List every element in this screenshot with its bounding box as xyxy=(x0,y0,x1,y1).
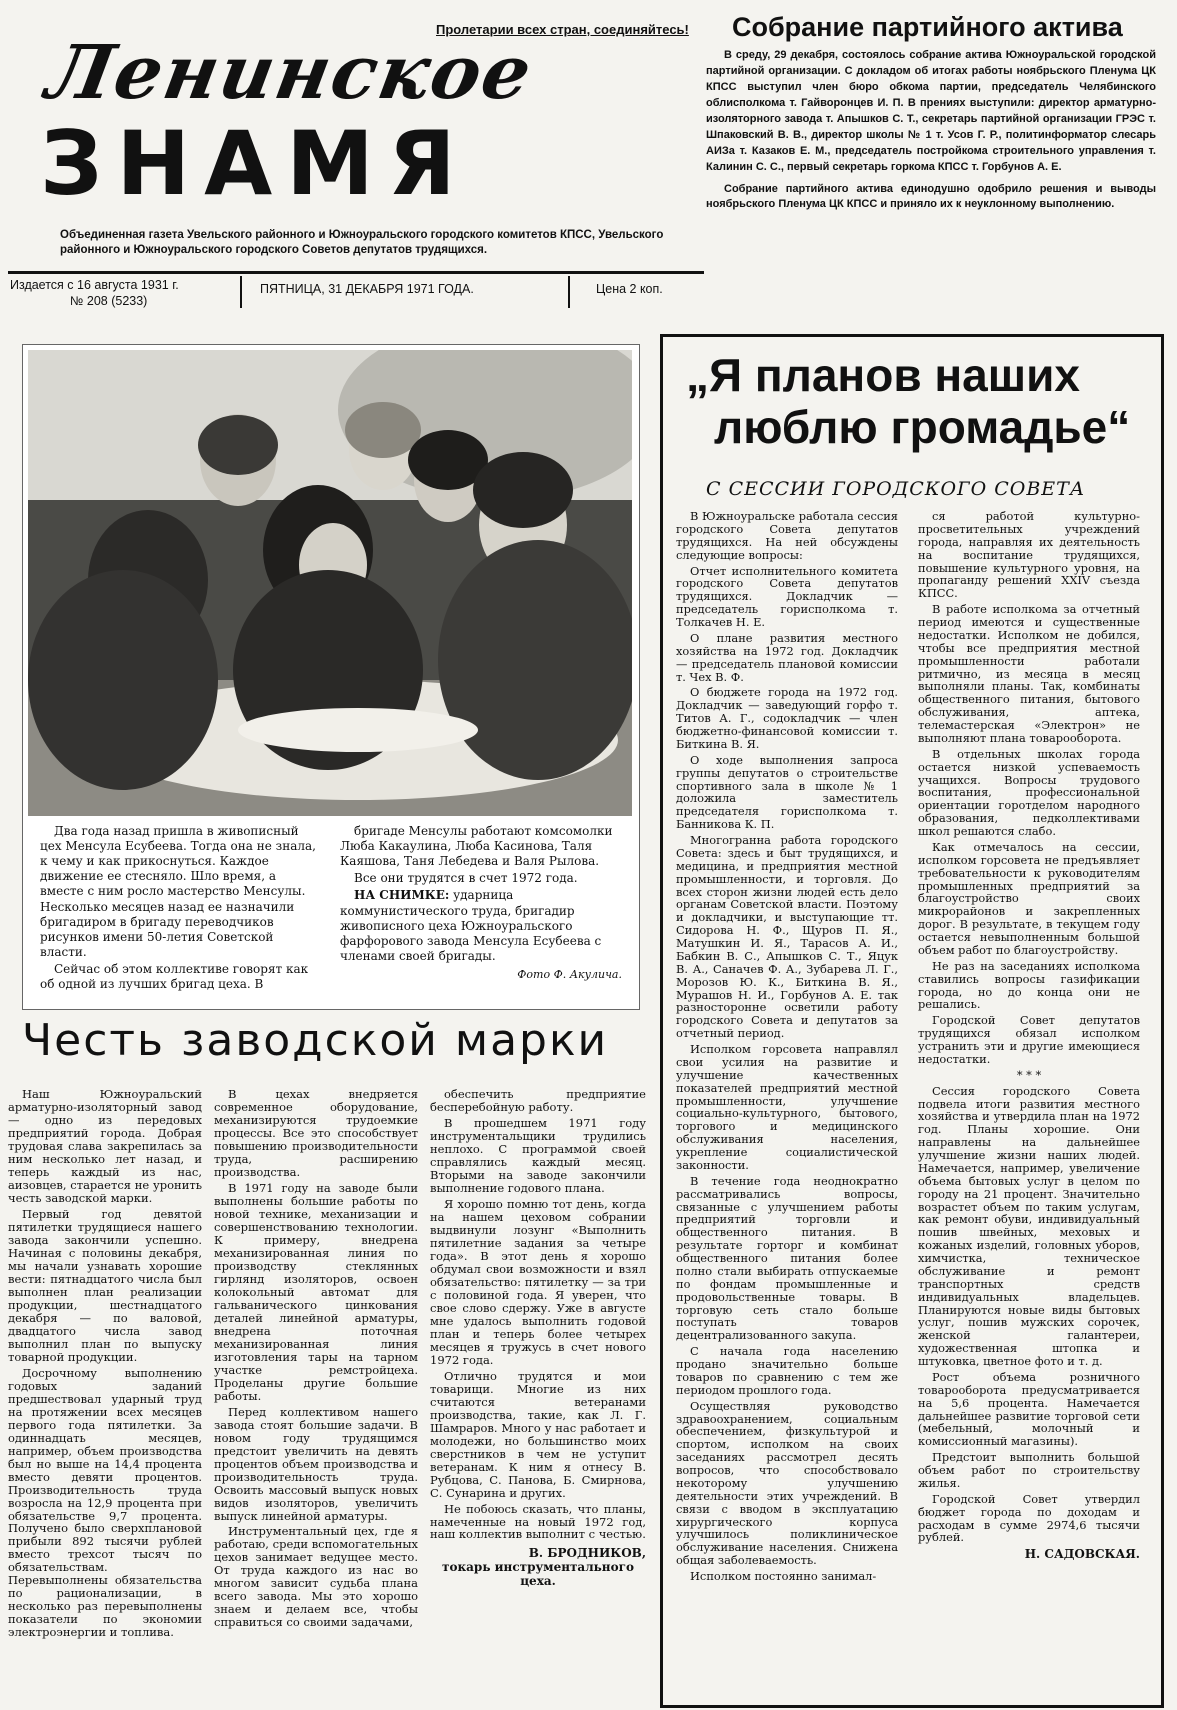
article-paragraph: В 1971 году на заводе были выполнены большие работы по новой технике, механизации и совершенствованию технологии. К примеру, внедрена механизированная линия по производству стеклянных гирлянд изоляторов, освоен колокольный автомат для гальванического цинкования деталей линейной арматуры, внедрена поточная механизированная линия изготовления тары на тарном участке ремстройцеха. Проделаны другие большие работы. xyxy=(214,1180,418,1403)
brigade-photo xyxy=(28,350,632,816)
article-paragraph: Перед коллективом нашего завода стоят большие задачи. В новом году трудящимся предстоит увеличить на девять процентов объем производства и производительность труда. Освоить массовый выпуск новых видов изоляторов, увеличить выпуск линейной арматуры. xyxy=(214,1404,418,1523)
session-headline xyxy=(686,350,1130,453)
meeting-title: Собрание партийного актива xyxy=(732,12,1123,42)
article-headline: Честь заводской марки xyxy=(22,1015,609,1066)
divider xyxy=(240,276,242,308)
article-paragraph: Я хорошо помню тот день, когда на нашем цеховом собрании выдвинули лозунг «Выполнить пятилетние задания за четыре года». В этот день я хорошо обдумал свои возможности и взял обязательство: пятилетку — за три с половиной года. Я уверен, что свое слово сдержу. Уже в августе мне удалось выполнить годовой план и теперь более четырех месяцев я тружусь в счет нового 1972 года. xyxy=(430,1196,646,1367)
session-paragraph: Исполком горсовета направлял свои усилия на развитие и улучшение качественных показателей предприятий местной промышленности, улучшение социально-культурного, бытового, торгового и медицинского обслуживания населения, укрепление социалистической законности. xyxy=(676,1042,898,1172)
article-column-2 xyxy=(214,1088,418,1632)
issue-info-bar xyxy=(8,271,704,318)
founded-block xyxy=(10,278,179,309)
session-paragraph: Отчет исполнительного комитета городского Совета депутатов трудящихся. Докладчик — председатель горисполкома т. Толкачев Н. Е. xyxy=(676,563,898,629)
article-paragraph: В цехах внедряется современное оборудование, механизируются трудоемкие процессы. Все это способствует повышению производительности труда, расширению производства. xyxy=(214,1087,418,1179)
article-paragraph: В прошедшем 1971 году инструментальщики трудились неплохо. С программой своей справлялись каждый месяц. Вторыми на заводе закончили выполнение годового плана. xyxy=(430,1115,646,1195)
session-paragraph: Городской Совет утвердил бюджет города по доходам и расходам в сумме 2974,6 тысячи рублей. xyxy=(918,1491,1140,1545)
session-paragraph: Городской Совет депутатов трудящихся обязал исполком устранить эти и другие имеющиеся недостатки. xyxy=(918,1013,1140,1066)
caption-paragraph: бригаде Менсулы работают комсомолки Люба Какаулина, Люба Касинова, Таля Каяшова, Таня Лебедева и Валя Рылова. xyxy=(340,824,613,869)
caption-paragraph xyxy=(340,888,622,964)
photo-caption-right xyxy=(340,824,622,982)
article-paragraph: обеспечить предприятие бесперебойную работу. xyxy=(430,1087,646,1114)
session-paragraph: Осуществляя руководство здравоохранением, социальным обеспечением, физкультурой и спортом, исполком на своих заседаниях рассмотрел десять вопросов, что способствовало некоторому улучшению деятельности этих учреждений. В связи с вводом в эксплуатацию хирургического корпуса улучшилось поликлиническое обслуживание населения. Снижена общая заболеваемость. xyxy=(676,1398,898,1568)
session-paragraph: О плане развития местного хозяйства на 1972 год. Докладчик — председатель плановой комиссии т. Чех В. Ф. xyxy=(676,630,898,684)
article-paragraph: Наш Южноуральский арматурно-изоляторный завод — одно из передовых предприятий города. Добрая трудовая слава закрепилась за ним несколько лет назад, и теперь каждый из нас, аизовцев, старается не уронить честь заводской марки. xyxy=(8,1087,202,1205)
article-author: В. БРОДНИКОВ, xyxy=(528,1546,646,1561)
caption-lead: НА СНИМКЕ: xyxy=(354,888,450,903)
caption-text: ударница коммунистического труда, бригадир живописного цеха Южноуральского фарфорового завода Менсула Есубеева с членами своей бригады. xyxy=(340,888,602,963)
photo-credit: Фото Ф. Акулича. xyxy=(517,967,622,981)
session-paragraph: С начала года населению продано значительно больше товаров по сравнению с тем же периодом прошлого года. xyxy=(676,1344,898,1397)
session-author: Н. САДОВСКАЯ. xyxy=(1024,1547,1140,1562)
photo-caption-left xyxy=(40,824,322,994)
session-paragraph: Как отмечалось на сессии, исполком горсовета не предъявляет требовательности к руководителям промышленных предприятий за благоустройство своих микрорайонов и закрепленных дорог. В результате, в текущем году остается невыполненным большой объем работ по благоустройству. xyxy=(918,839,1140,957)
section-separator: * * * xyxy=(1016,1067,1042,1082)
session-paragraph: Многогранна работа городского Совета: здесь и быт трудящихся, и медицина, и предприятия местной промышленности, и торговля. До всех сторон жизни людей есть дело органам Советской власти. Поэтому и докладчики, и выступающие тт. Сидорова Н. Ф., Щуров П. Я., Матушкин И. Я., Тарасов А. И., Бабкин В. С., Апышков С. Т., Яцук В. А., Саначев Ф. А., Зубарева Л. Г., Морозов Ю. К., Биткина В. Я., Мурашов Н. И., Горбунов А. Е. так разносторонне осветили работу городского Совета и депутатов за отчетный период. xyxy=(676,833,898,1041)
founded-date: Издается с 16 августа 1931 г. xyxy=(10,278,179,292)
price: Цена 2 коп. xyxy=(596,282,663,296)
session-paragraph: В Южноуральске работала сессия городского Совета депутатов трудящихся. На ней обсуждены следующие вопросы: xyxy=(676,509,898,562)
issue-number: № 208 (5233) xyxy=(70,293,148,308)
meeting-paragraph: Собрание партийного актива единодушно одобрило решения и выводы ноябрьского Пленума ЦК КПСС и приняло их к неуклонному выполнению. xyxy=(706,182,1156,211)
session-paragraph: О бюджете города на 1972 год. Докладчик — заведующий горфо т. Титов А. Г., содокладчик — член бюджетно-финансовой комиссии т. Биткина В. Я. xyxy=(676,685,898,751)
issue-date: ПЯТНИЦА, 31 ДЕКАБРЯ 1971 ГОДА. xyxy=(260,282,474,296)
session-paragraph: Исполком постоянно занимал- xyxy=(690,1569,877,1583)
article-column-1 xyxy=(8,1088,202,1642)
session-paragraph: Не раз на заседаниях исполкома ставились вопросы газификации города, но до конца они не решались. xyxy=(918,958,1140,1012)
article-paragraph: Первый год девятой пятилетки трудящиеся нашего завода закончили успешно. Начиная с половины декабря, мы начали узнавать хорошие вести: пятнадцатого числа был выполнен план реализации продукции, шестнадцатого декабря — по валовой, двадцатого числа завод выполнил план по выпуску товарной продукции. xyxy=(8,1206,202,1364)
session-paragraph: Предстоит выполнить большой объем работ по строительству жилья. xyxy=(918,1450,1140,1490)
divider xyxy=(568,276,570,308)
session-paragraph: О ходе выполнения запроса группы депутатов о строительстве спортивного зала в школе № 1 доложила заместитель председателя горисполкома т. Банникова К. П. xyxy=(676,752,898,832)
article-column-3 xyxy=(430,1088,646,1588)
session-paragraph: В работе исполкома за отчетный период имеются и существенные недостатки. Исполком не добился, чтобы все предприятия местной промышленности работали ритмично, из месяца в месяц выполняли планы. Так, комбинаты общественного питания, бытового обслуживания, аптека, телемастерская «Электрон» не выполняют плана товарооборота. xyxy=(918,602,1140,745)
masthead-title-line1: Ленинское xyxy=(40,30,540,116)
session-column-2 xyxy=(918,510,1140,1562)
meeting-paragraph: В среду, 29 декабря, состоялось собрание актива Южноуральской городской партийной организации. С докладом об итогах работы ноябрьского Пленума ЦК КПСС выступил член бюро обкома партии, председатель Челябинского облисполкома т. Гайворонцев И. П. В прениях выступили: директор арматурно-изоляторного завода т. Апышков С. Т., секретарь партийной организации ГРЭС т. Шпаковский В. В., директор школы № 1 т. Усов Г. Р., политинформатор слесарь АИЗа т. Казаков Е. М., председатель постройкома строительного управления т. Калинин С. С., первый секретарь горкома КПСС т. Горбунов А. Е. xyxy=(706,49,1156,173)
article-paragraph: Досрочному выполнению годовых заданий предшествовал ударный труд на протяжении всех месяцев первого года пятилетки. За одиннадцать месяцев, например, объем производства был но выше на 14,4 процента вместо девяти процентов. Производительность труда возросла на 12,9 процента при обязательстве 9,7 процента. Получено было сверхплановой прибыли 892 тысячи рублей вместо трехсот тысяч по обязательствам. Перевыполнены обязательства по рационализации, в несколько раз перевыполнены показатели по экономии электроэнергии и топлива. xyxy=(8,1365,202,1640)
masthead-subtitle: Объединенная газета Увельского районного и Южноуральского городского комитетов КПСС, Увельского районного и Южноуральского городского Советов депутатов трудящихся. xyxy=(60,229,664,256)
session-headline-line1: „Я планов наших xyxy=(686,349,1080,401)
meeting-article xyxy=(706,48,1156,213)
motto: Пролетарии всех стран, соединяйтесь! xyxy=(436,22,689,37)
session-column-1 xyxy=(676,510,898,1586)
caption-paragraph: Все они трудятся в счет 1972 года. xyxy=(354,871,578,886)
caption-paragraph: Два года назад пришла в живописный цех Менсула Есубеева. Тогда она не знала, к чему и как прикоснуться. Каждое движение ее стесняло. Шло время, а вместе с ним росло мастерство Менсулы. Несколько месяцев назад ее назначили бригадиром в бригаду переводчиков рисунков имени 50-летия Советской власти. xyxy=(40,824,316,959)
session-paragraph: В отдельных школах города остается низкой успеваемость учащихся. Вопросы трудового воспитания, профессиональной ориентации горотделом народного образования, педколлективами школ решаются слабо. xyxy=(918,746,1140,838)
session-paragraph: Сессия городского Совета подвела итоги развития местного хозяйства и утвердила план на 1972 год. Планы хорошие. Они направлены на дальнейшее улучшение жизни наших людей. Намечается, например, увеличение объема бытовых услуг в целом по городу на 21 процент. Значительно возрастет объем по таким услугам, как ремонт обуви, индивидуальный пошив швейных, меховых и кожаных изделий, головных уборов, химчистка, техническое обслуживание и ремонт транспортных средств индивидуальных владельцев. Планируются новые виды бытовых услуг, пошив мужских сорочек, женской галантереи, художественная штопка и штуковка, цветное фото и т. д. xyxy=(918,1083,1140,1368)
session-paragraph: ся работой культурно-просветительных учреждений города, направляя их деятельность на воспитание трудящихся, повышение культурного уровня, на пропаганду решений XXIV съезда КПСС. xyxy=(918,509,1140,601)
session-paragraph: В течение года неоднократно рассматривались вопросы, связанные с улучшением работы предприятий торговли и общественного питания. В результате горторг и комбинат общественного питания более полно стали выбирать отпускаемые по фондам промышленные и продовольственные товары. В торговую сеть стало больше поступать товаров децентрализованного закупа. xyxy=(676,1173,898,1343)
article-author-role: токарь инструментального цеха. xyxy=(442,1560,634,1588)
session-subheadline: С СЕССИИ ГОРОДСКОГО СОВЕТА xyxy=(706,478,1086,500)
article-paragraph: Не побоюсь сказать, что планы, намеченные на новый 1972 год, наш коллектив выполнит с честью. xyxy=(430,1501,646,1542)
session-paragraph: Рост объема розничного товарооборота предусматривается на 5,6 процента. Намечается дальнейшее развитие торговой сети (мебельный, молочный и комиссионный магазины). xyxy=(918,1369,1140,1449)
caption-paragraph: Сейчас об этом коллективе говорят как об одной из лучших бригад цеха. В xyxy=(40,961,309,992)
masthead-title-line2: ЗНАМЯ xyxy=(40,112,470,215)
article-paragraph: Отлично трудятся и мои товарищи. Многие из них считаются ветеранами производства, такие, как Л. Г. Шамраров. Много у нас работает и молодежи, но большинство моих сверстников в чем не уступит ветеранам. К ним я отнесу В. Рубцова, С. Панова, Б. Смирнова, С. Сунарина и других. xyxy=(430,1368,646,1500)
session-headline-line2: люблю громадье“ xyxy=(714,400,1131,453)
article-paragraph: Инструментальный цех, где я работаю, среди вспомогательных цехов занимает ведущее место. От труда каждого из нас во многом зависит судьба плана всего завода. Мы это хорошо знаем и делаем все, чтобы справиться со своими задачами, xyxy=(214,1524,418,1630)
